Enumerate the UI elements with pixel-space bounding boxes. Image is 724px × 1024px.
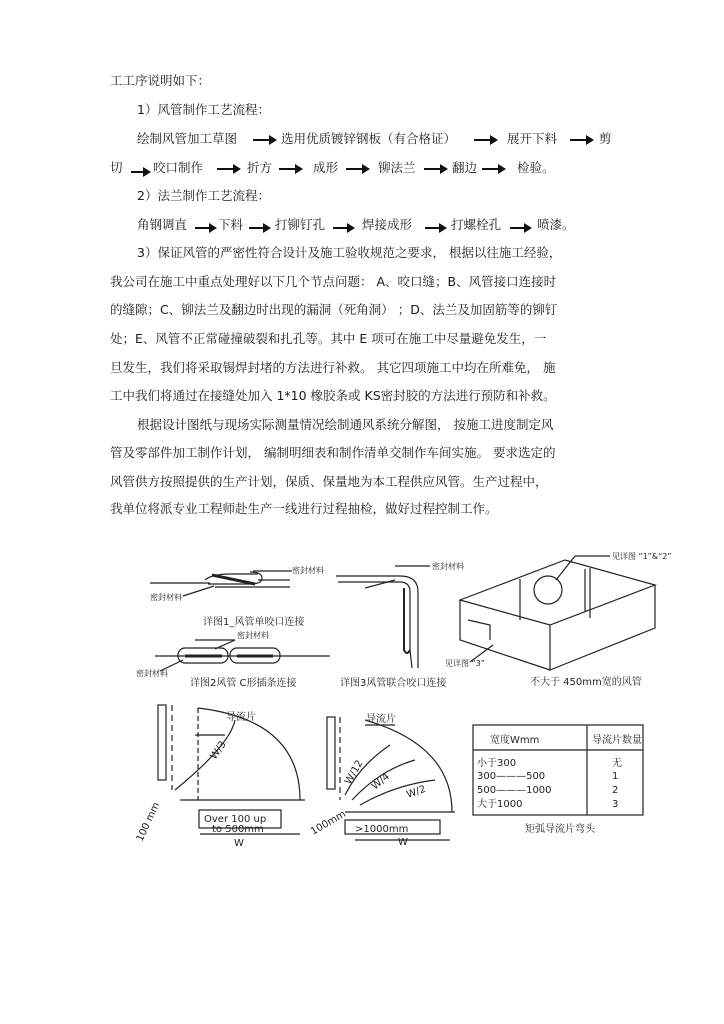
table-header-count: 导流片数量	[592, 735, 642, 746]
step: 折方	[247, 160, 273, 175]
section2-title: 2）法兰制作工艺流程：	[137, 188, 270, 203]
fig5-bottom-label-1: Over 100 up	[204, 814, 267, 825]
paragraph-line: 3）保证风管的严密性符合设计及施工验收规范之要求， 根据以往施工经验，	[137, 245, 562, 260]
step: 角钢调直	[137, 217, 188, 232]
step: 绘制风管加工草图	[137, 131, 238, 146]
paragraph-line: 根据设计图纸与现场实际测量情况绘制通风系统分解图， 按施工进度制定风	[137, 417, 554, 432]
fig4-duct-drawing	[460, 556, 655, 670]
paragraph-line: 我单位将派专业工程师赴生产一线进行过程抽检，做好过程控制工作。	[110, 501, 498, 516]
intro-line: 工工序说明如下：	[110, 73, 211, 88]
fig1-label-a: 密封材料	[292, 566, 324, 575]
fig4-label-top: 见详图 “1”&“2”	[612, 552, 672, 561]
step: 喷漆。	[537, 217, 575, 232]
step: 咬口制作	[153, 160, 204, 175]
fig6-bottom-label: >1000mm	[355, 824, 409, 835]
paragraph-line: 工中我们将通过在接缝处加入 1*10 橡胶条或 KS密封胶的方法进行预防和补救。	[110, 388, 556, 403]
fig6-w3: W/2	[405, 783, 428, 801]
table-cell: 小于300	[477, 758, 517, 769]
paragraph-line: 旦发生，我们将采取锡焊封堵的方法进行补救。 其它四项施工中均在所难免， 施	[110, 360, 556, 375]
fig2-label-a: 密封材料	[237, 631, 269, 640]
fig3-caption: 详图3风管联合咬口连接	[340, 678, 447, 689]
fig4-caption: 不大于 450mm宽的风管	[530, 677, 642, 688]
fig5-w-label: W/3	[208, 739, 229, 762]
table-cell: 3	[612, 799, 619, 810]
fig5-bottom-label-2: to 500mm	[212, 824, 264, 835]
paragraph-line: 处；E、风管不正常碰撞破裂和扎孔等。其中 E 项可在施工中尽量避免发生，一	[110, 331, 547, 346]
table-cell: 500———1000	[477, 785, 552, 796]
paragraph-line: 的缝隙；C、铆法兰及翻边时出现的漏洞（死角洞） ；D、法兰及加固筋等的铆钉	[110, 302, 558, 317]
table-cell: 1	[612, 771, 619, 782]
table-header-width: 宽度Wmm	[490, 735, 540, 746]
paragraph-line: 管及零部件加工制作计划， 编制明细表和制作清单交制作车间实施。 要求选定的	[110, 445, 556, 460]
fig6-w1: W/12	[343, 758, 366, 787]
fig6-side-label: 100mm	[309, 808, 348, 838]
paragraph-line: 我公司在施工中重点处理好以下几个节点问题： A、咬口缝；B、风管接口连接时	[110, 274, 557, 289]
fig6-w2: W/4	[369, 771, 392, 793]
step: 展开下料	[507, 131, 558, 146]
step: 检验。	[517, 160, 555, 175]
fig2-caption: 详图2风管 C形插条连接	[190, 678, 297, 689]
fig1-label-b: 密封材料	[150, 593, 182, 602]
fig2-label-b: 密封材料	[136, 669, 168, 678]
fig5-w-bottom: W	[234, 838, 244, 849]
fig6-top-label: 导流片	[366, 714, 396, 725]
step: 焊接成形	[362, 217, 413, 232]
step: 打螺栓孔	[451, 217, 502, 232]
table-cell: 2	[612, 785, 619, 796]
section1-title: 1）风管制作工艺流程：	[137, 102, 270, 117]
table-cell: 300———500	[477, 771, 546, 782]
fig6-w-bottom: W	[398, 837, 408, 848]
paragraph-line: 风管供方按照提供的生产计划，保质、保量地为本工程供应风管。生产过程中，	[110, 474, 548, 489]
step: 切	[110, 160, 123, 175]
fig4-label-bottom: 见详图 “3”	[445, 659, 485, 668]
table-cell: 大于1000	[477, 799, 523, 810]
fig5-top-label: 导流片	[226, 712, 256, 723]
fig1-caption: 详图1_风管单咬口连接	[203, 617, 305, 628]
table-cell: 无	[612, 758, 622, 769]
fig3-seam-drawing	[336, 566, 430, 668]
step: 选用优质镀锌钢板（有合格证）	[281, 131, 457, 146]
step: 下料	[218, 217, 244, 232]
step: 剪	[599, 131, 612, 146]
fig3-label-a: 密封材料	[432, 562, 464, 571]
step: 铆法兰	[378, 160, 416, 175]
fig2-c-insert-drawing	[155, 640, 330, 671]
step: 打铆钉孔	[275, 217, 326, 232]
step: 翻边	[452, 160, 478, 175]
step: 成形	[313, 160, 339, 175]
fig5-side-label: 100 mm	[134, 800, 163, 844]
table-caption: 矩弧导流片弯头	[525, 824, 595, 835]
